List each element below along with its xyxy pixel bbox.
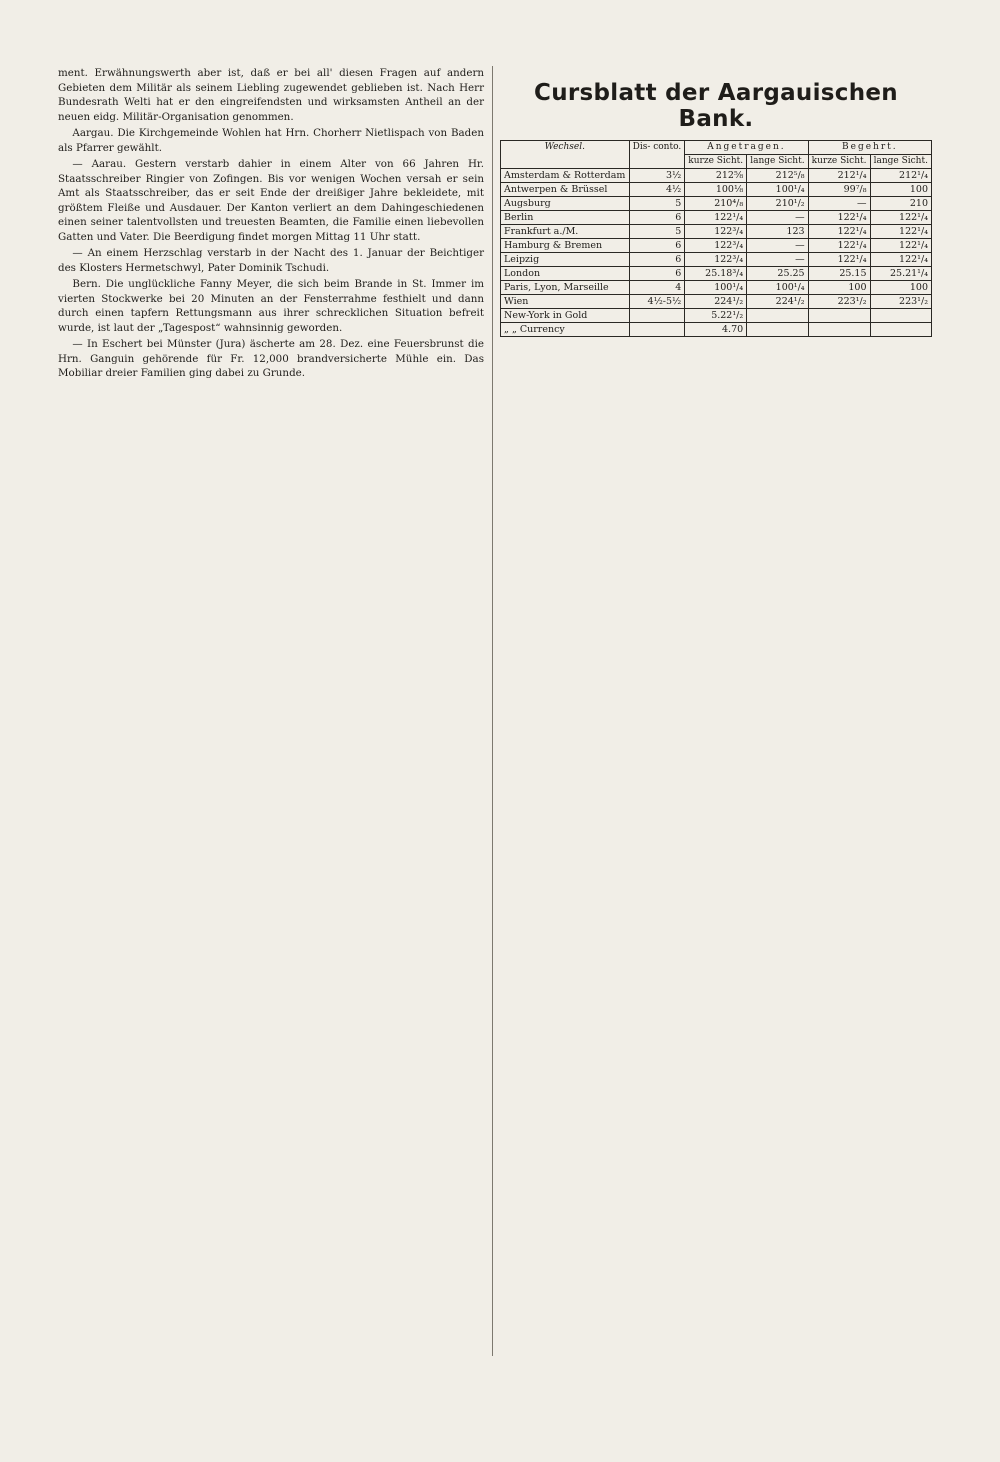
- rate-cell: —: [747, 239, 808, 253]
- rate-cell: 5: [629, 197, 685, 211]
- rate-cell: 122¹/₄: [870, 253, 931, 267]
- rate-cell: [870, 309, 931, 323]
- rate-cell: 122³/₄: [685, 239, 747, 253]
- column-divider: [492, 66, 493, 1356]
- place-cell: Antwerpen & Brüssel: [501, 183, 630, 197]
- table-row: [501, 281, 932, 295]
- place-cell: Hamburg & Bremen: [501, 239, 630, 253]
- bank-title: Cursblatt der Aargauischen Bank.: [534, 80, 898, 132]
- rate-cell: 212¹/₄: [870, 169, 931, 183]
- rate-cell: 5: [629, 225, 685, 239]
- rate-cell: [629, 323, 685, 337]
- rate-cell: 212¹/₄: [808, 169, 870, 183]
- table-row: [501, 197, 932, 211]
- rate-cell: 122¹/₄: [808, 211, 870, 225]
- col-lange-sicht: lange Sicht.: [747, 155, 808, 169]
- rate-cell: 4: [629, 281, 685, 295]
- table-row: [501, 267, 932, 281]
- news-paragraph: — Aarau. Gestern verstarb dahier in einem Alter von 66 Jahren Hr. Staatsschreiber Ringier von Zofingen. Bis vor wenigen Wochen versah er sein Amt als Staatsschreiber, das er seit Ende der dreißiger Jahre bekleidete, mit größtem Fleiße und Ausdauer. Der Kanton verliert an dem Dahingeschiedenen einen seiner talentvollsten und treuesten Beamten, die Familie einen liebevollen Gatten und Vater. Die Beerdigung findet morgen Mittag 11 Uhr statt.: [58, 158, 484, 243]
- rate-cell: 223¹/₂: [870, 295, 931, 309]
- table-row: [501, 239, 932, 253]
- rate-cell: 99⁷/₈: [808, 183, 870, 197]
- rate-cell: [808, 309, 870, 323]
- rate-cell: [747, 323, 808, 337]
- rate-cell: 6: [629, 211, 685, 225]
- rate-cell: 122³/₄: [685, 225, 747, 239]
- table-row: [501, 295, 932, 309]
- rate-cell: 122¹/₄: [870, 211, 931, 225]
- rate-cell: 212⅝: [685, 169, 747, 183]
- rate-cell: 3½: [629, 169, 685, 183]
- rate-cell: 122¹/₄: [685, 211, 747, 225]
- rate-cell: 122³/₄: [685, 253, 747, 267]
- rate-cell: 122¹/₄: [808, 225, 870, 239]
- rate-cell: 5.22¹/₂: [685, 309, 747, 323]
- news-paragraph: ment. Erwähnungswerth aber ist, daß er bei all' diesen Fragen auf andern Gebieten dem Militär als seinem Liebling zugewendet geblieben ist. Nach Herr Bundesrath Welti hat er den eingreifendsten und wirksamsten Antheil an der neuen eidg. Militär-Organisation genommen.: [58, 67, 484, 123]
- place-cell: Amsterdam & Rotterdam: [501, 169, 630, 183]
- rate-cell: 224¹/₂: [685, 295, 747, 309]
- table-row: [501, 225, 932, 239]
- rate-cell: —: [747, 253, 808, 267]
- rate-cell: 122¹/₄: [808, 239, 870, 253]
- news-paragraph: — In Eschert bei Münster (Jura) äscherte am 28. Dez. eine Feuersbrunst die Hrn. Ganguin gehörende für Fr. 12,000 brandversicherte Mühle ein. Das Mobiliar dreier Familien ging dabei zu Grunde.: [58, 338, 484, 379]
- rate-cell: 25.15: [808, 267, 870, 281]
- rate-cell: 25.25: [747, 267, 808, 281]
- news-paragraph: Bern. Die unglückliche Fanny Meyer, die sich beim Brande in St. Immer im vierten Stockwerke bei 20 Minuten an der Fensterrahme festhielt und dann durch einen tapfern Rettungsmann aus ihrer schrecklichen Situation befreit wurde, ist laut der „Tagespost“ wahnsinnig geworden.: [58, 278, 484, 334]
- right-column: [500, 66, 932, 337]
- table-row: [501, 211, 932, 225]
- left-column: [58, 66, 484, 383]
- rate-cell: [747, 309, 808, 323]
- col-kurze-sicht: kurze Sicht.: [808, 155, 870, 169]
- rate-cell: 100¹/₄: [747, 281, 808, 295]
- rate-cell: 210⁴/₈: [685, 197, 747, 211]
- place-cell: Berlin: [501, 211, 630, 225]
- rate-cell: 4½: [629, 183, 685, 197]
- rate-cell: [808, 323, 870, 337]
- group-angetragen: Angetragen.: [685, 141, 808, 155]
- rate-cell: 223¹/₂: [808, 295, 870, 309]
- rate-cell: 25.18³/₄: [685, 267, 747, 281]
- rate-cell: 122¹/₄: [870, 225, 931, 239]
- col-disconto: Dis- conto.: [629, 141, 685, 169]
- rate-cell: 100¹/₄: [685, 281, 747, 295]
- rate-cell: 25.21¹/₄: [870, 267, 931, 281]
- news-paragraph: Aargau. Die Kirchgemeinde Wohlen hat Hrn. Chorherr Nietlispach von Baden als Pfarrer gewählt.: [58, 127, 484, 154]
- rate-cell: 6: [629, 239, 685, 253]
- rate-cell: —: [808, 197, 870, 211]
- place-cell: Paris, Lyon, Marseille: [501, 281, 630, 295]
- rate-cell: 224¹/₂: [747, 295, 808, 309]
- place-cell: Wien: [501, 295, 630, 309]
- rate-cell: 123: [747, 225, 808, 239]
- place-cell: Leipzig: [501, 253, 630, 267]
- place-cell: New-York in Gold: [501, 309, 630, 323]
- rate-cell: 100⅛: [685, 183, 747, 197]
- rate-cell: [629, 309, 685, 323]
- col-lange-sicht: lange Sicht.: [870, 155, 931, 169]
- wechsel-table: [500, 140, 932, 337]
- col-kurze-sicht: kurze Sicht.: [685, 155, 747, 169]
- wechsel-heading: Wechsel.: [501, 141, 630, 169]
- wechsel-rows: [501, 169, 932, 337]
- rate-cell: 210: [870, 197, 931, 211]
- rate-cell: 210¹/₂: [747, 197, 808, 211]
- rate-cell: 4.70: [685, 323, 747, 337]
- rate-cell: 122¹/₄: [808, 253, 870, 267]
- rate-cell: 100¹/₄: [747, 183, 808, 197]
- table-row: [501, 169, 932, 183]
- rate-cell: 4½-5½: [629, 295, 685, 309]
- place-cell: Augsburg: [501, 197, 630, 211]
- rate-cell: 100: [870, 183, 931, 197]
- rate-cell: 100: [808, 281, 870, 295]
- rate-cell: 100: [870, 281, 931, 295]
- table-row: [501, 253, 932, 267]
- table-row: [501, 323, 932, 337]
- rate-cell: 6: [629, 253, 685, 267]
- table-row: [501, 309, 932, 323]
- rate-cell: —: [747, 211, 808, 225]
- news-paragraph: — An einem Herzschlag verstarb in der Nacht des 1. Januar der Beichtiger des Klosters Hermetschwyl, Pater Dominik Tschudi.: [58, 247, 484, 274]
- place-cell: „ „ Currency: [501, 323, 630, 337]
- rate-cell: 212⁵/₈: [747, 169, 808, 183]
- group-begehrt: Begehrt.: [808, 141, 931, 155]
- table-row: [501, 183, 932, 197]
- place-cell: London: [501, 267, 630, 281]
- rate-cell: 122¹/₄: [870, 239, 931, 253]
- place-cell: Frankfurt a./M.: [501, 225, 630, 239]
- rate-cell: [870, 323, 931, 337]
- rate-cell: 6: [629, 267, 685, 281]
